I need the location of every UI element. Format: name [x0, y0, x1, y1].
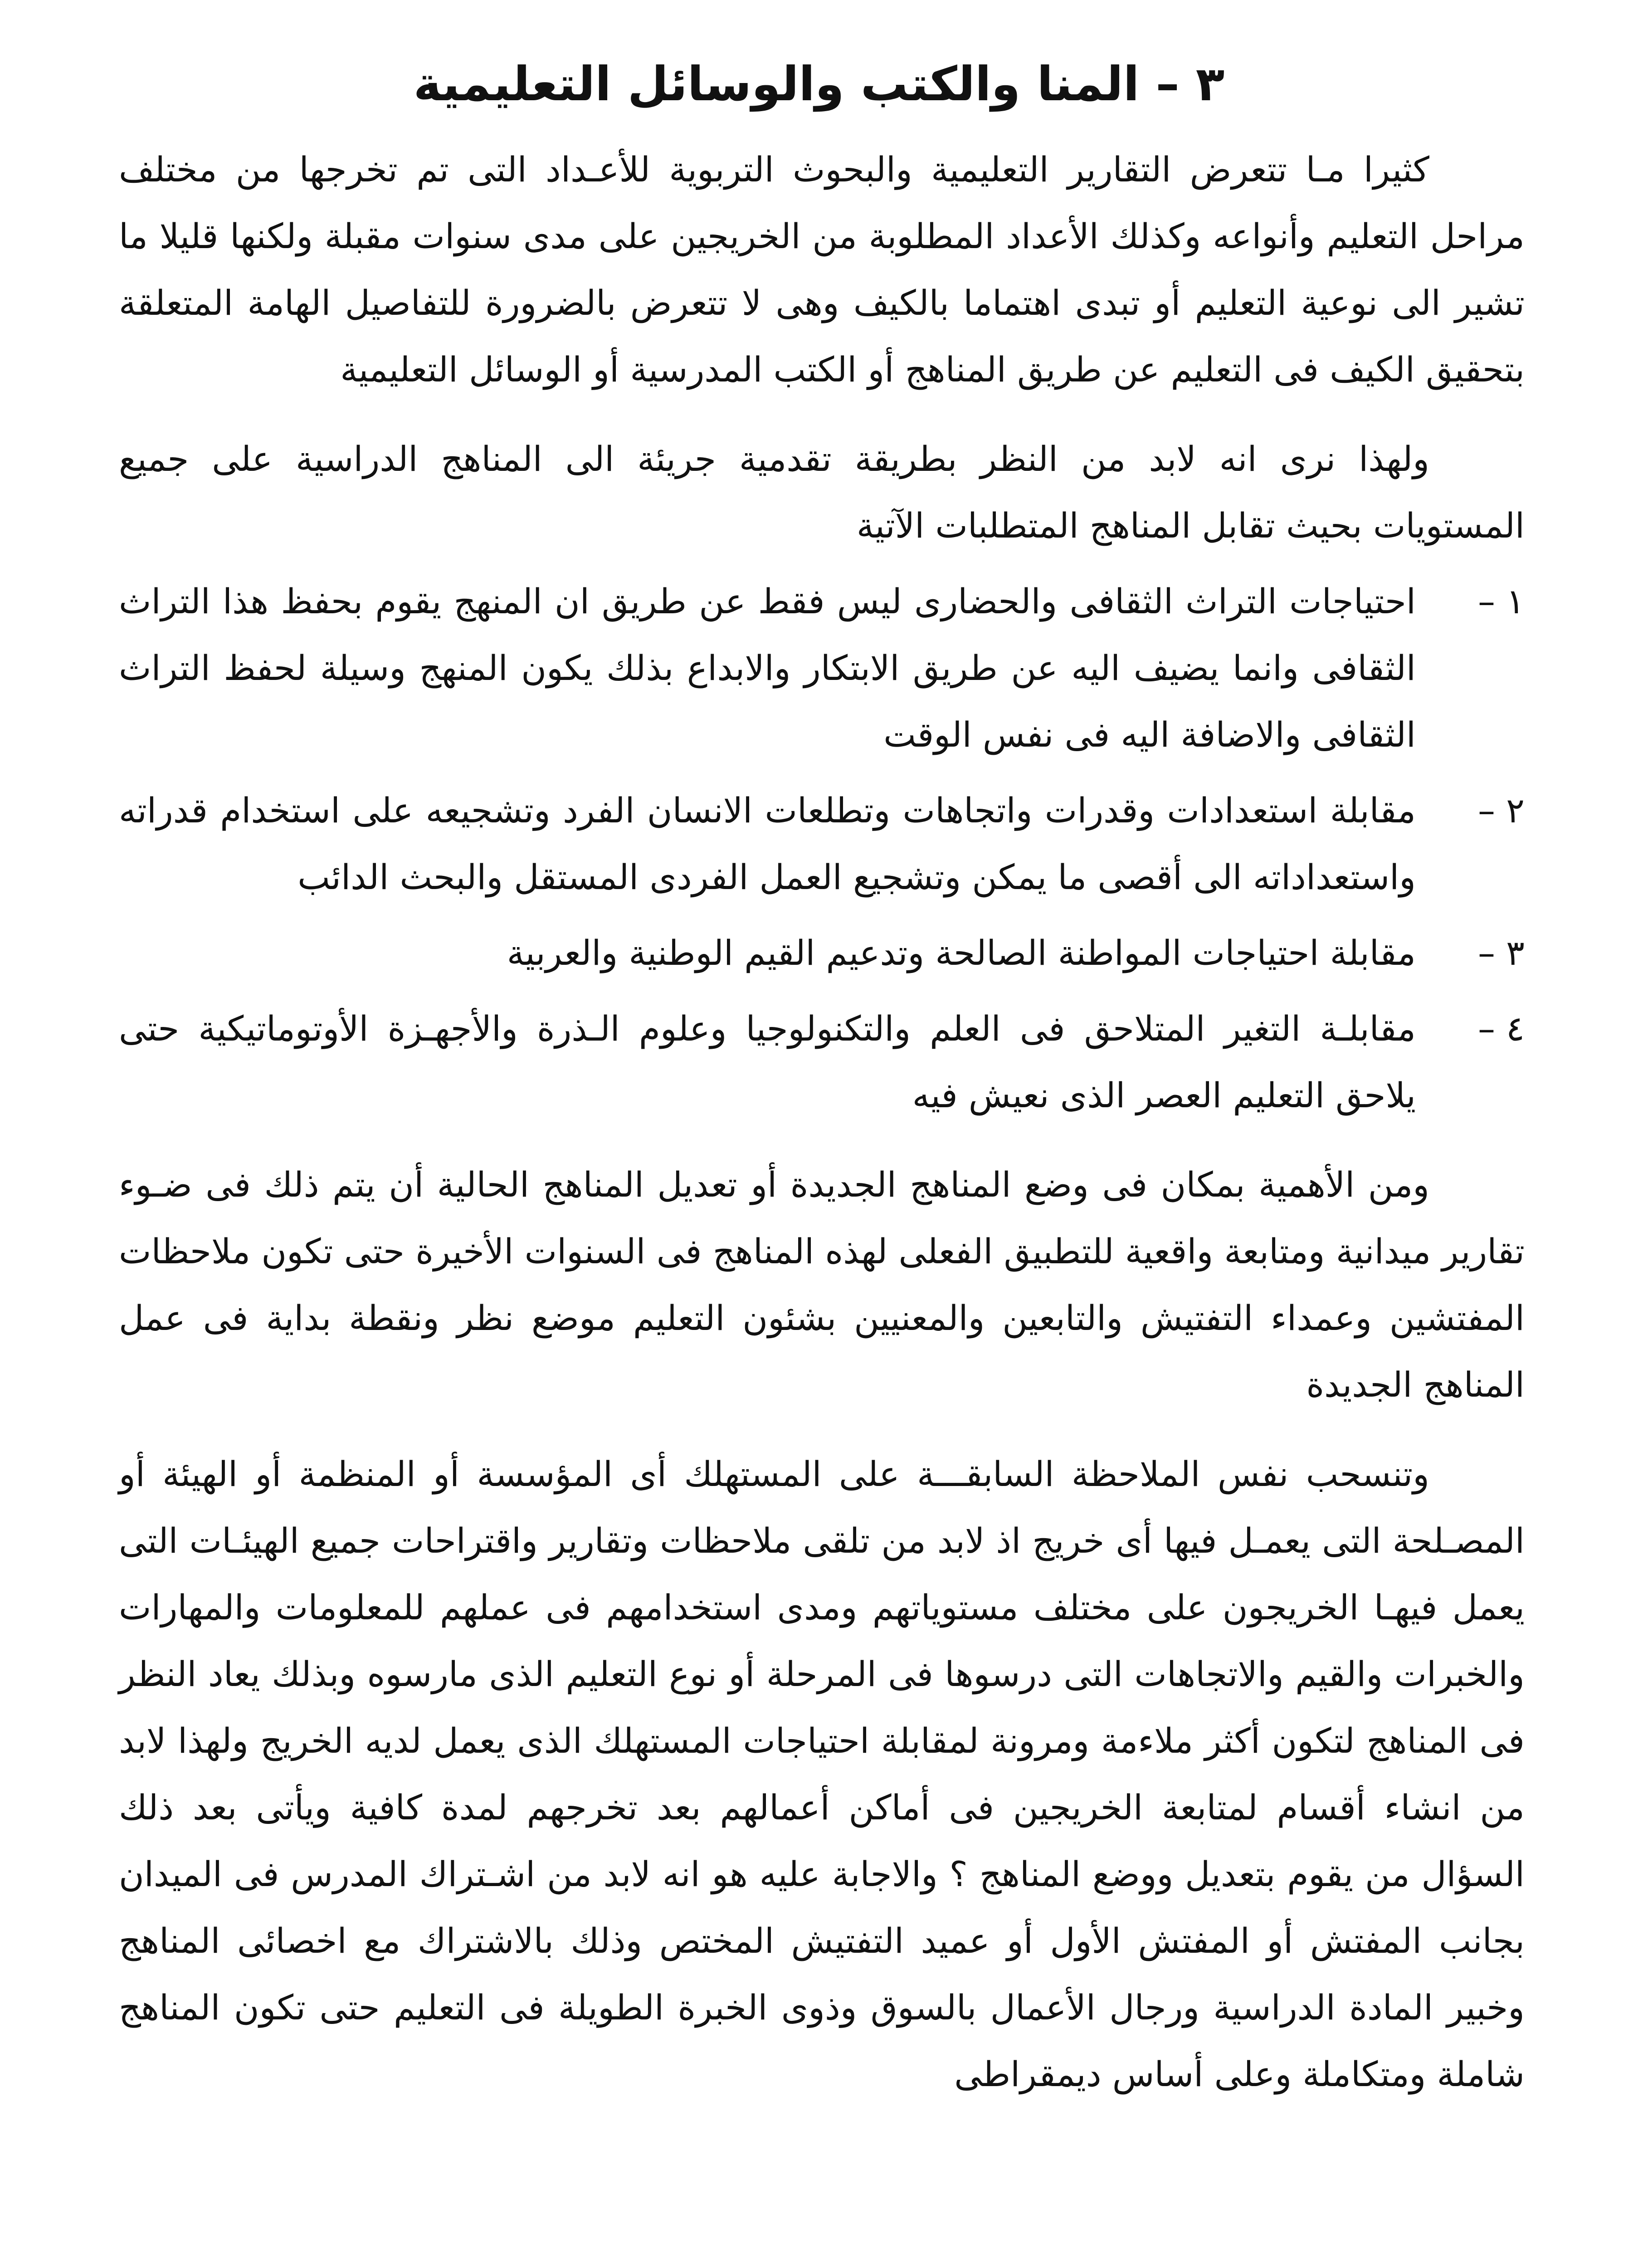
paragraph-2: ولهذا نرى انه لابد من النظر بطريقة تقدمية جريئة الى المناهج الدراسية على جميع المستويات بحيث تقابل المناهج المتطلبات الآتية	[119, 439, 1525, 546]
section-heading: ٣ – المنا والكتب والوسائل التعليمية	[413, 56, 1225, 112]
list-item-text: مقابلة استعدادات وقدرات واتجاهات وتطلعات الانسان الفرد وتشجيعه على استخدام قدراته واستعداداته الى أقصى ما يمكن وتشجيع العمل الفردى المستقل والبحث الدائب	[119, 790, 1416, 897]
list-item	[119, 919, 1525, 986]
body-text	[119, 136, 1525, 2107]
list-item-number: ٣ –	[1478, 933, 1525, 973]
list-item-number: ٤ –	[1478, 1008, 1525, 1049]
list-item	[119, 568, 1525, 768]
paragraph-4: وتنسحب نفس الملاحظة السابقـــة على المستهلك أى المؤسسة أو المنظمة أو الهيئة أو المصـلحة التى يعمـل فيها أى خريج اذ لابد من تلقى ملاحظات وتقارير واقتراحات جميع الهيئـات التى يعمل فيهـا الخريجون على مختلف مستوياتهم ومدى استخدامهم فى عملهم للمعلومات والمهارات والخبرات والقيم والاتجاهات التى درسوها فى المرحلة أو نوع التعليم الذى مارسوه وبذلك يعاد النظر فى المناهج لتكون أكثر ملاءمة ومرونة لمقابلة احتياجات المستهلك الذى يعمل لديه الخريج ولهذا لابد من انشاء أقسام لمتابعة الخريجين فى أماكن أعمالهم بعد تخرجهم لمدة كافية ويأتى بعد ذلك السؤال من يقوم بتعديل ووضع المناهج ؟ والاجابة عليه هو انه لابد من اشـتراك المدرس فى الميدان بجانب المفتش أو المفتش الأول أو عميد التفتيش المختص وذلك بالاشتراك مع اخصائى المناهج وخبير المادة الدراسية ورجال الأعمال بالسوق وذوى الخبرة الطويلة فى التعليم حتى تكون المناهج شاملة ومتكاملة وعلى أساس ديمقراطى	[119, 1454, 1525, 2094]
list-item-number: ١ –	[1478, 581, 1525, 621]
requirements-list	[119, 568, 1525, 1129]
paragraph-3: ومن الأهمية بمكان فى وضع المناهج الجديدة أو تعديل المناهج الحالية أن يتم ذلك فى ضـوء تقارير ميدانية ومتابعة واقعية للتطبيق الفعلى لهذه المناهج فى السنوات الأخيرة حتى تكون ملاحظات المفتشين وعمداء التفتيش والتابعين والمعنيين بشئون التعليم موضع نظر ونقطة بداية فى عمل المناهج الجديدة	[119, 1164, 1525, 1405]
list-item-text: مقابلـة التغير المتلاحق فى العلم والتكنولوجيا وعلوم الـذرة والأجهـزة الأوتوماتيكية حتى يلاحق التعليم العصر الذى نعيش فيه	[119, 1008, 1416, 1115]
list-item	[119, 995, 1525, 1129]
list-item-number: ٢ –	[1478, 790, 1525, 831]
list-item	[119, 777, 1525, 910]
list-item-text: مقابلة احتياجات المواطنة الصالحة وتدعيم القيم الوطنية والعربية	[507, 933, 1416, 973]
paragraph-1: كثيرا مـا تتعرض التقارير التعليمية والبحوث التربوية للأعـداد التى تم تخرجها من مختلف مراحل التعليم وأنواعه وكذلك الأعداد المطلوبة من الخريجين على مدى سنوات مقبلة ولكنها قليلا ما تشير الى نوعية التعليم أو تبدى اهتماما بالكيف وهى لا تتعرض بالضرورة للتفاصيل الهامة المتعلقة بتحقيق الكيف فى التعليم عن طريق المناهج أو الكتب المدرسية أو الوسائل التعليمية	[119, 149, 1525, 390]
list-item-text: احتياجات التراث الثقافى والحضارى ليس فقط عن طريق ان المنهج يقوم بحفظ هذا التراث الثقافى وانما يضيف اليه عن طريق الابتكار والابداع بذلك يكون المنهج وسيلة لحفظ التراث الثقافى والاضافة اليه فى نفس الوقت	[119, 581, 1416, 755]
